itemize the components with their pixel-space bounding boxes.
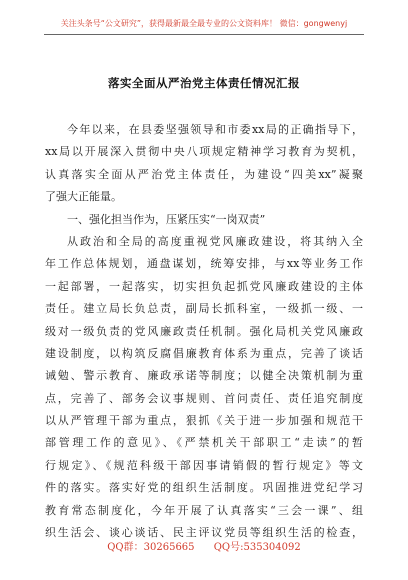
- body-line: 级对一级负责的党风廉政责任机制。强化局机关党风廉政: [45, 324, 363, 338]
- body-line: 以从严管理干部为重点，狠抓《关于进一步加强和规范干: [45, 414, 363, 428]
- page-footer: [0, 538, 408, 553]
- document-title: 落实全面从严治党主体责任情况汇报: [108, 76, 300, 90]
- body-line: 从政治和全局的高度重视党风廉政建设，将其纳入全: [67, 234, 363, 248]
- body-line: 行规定》、《规范科级干部因事请销假的暂行规定》等文: [45, 458, 363, 472]
- footer-qq-number: QQ号:535304092: [213, 542, 301, 553]
- body-line: 件的落实。落实好党的组织生活制度。巩固推进党纪学习: [45, 481, 363, 495]
- body-line: 建设制度，以构筑反腐倡廉教育体系为重点，完善了谈话: [45, 346, 363, 360]
- body-line: 点，完善了、部务会议事规则、首问责任、责任追究制度: [45, 391, 363, 405]
- body-line: 织生活会、谈心谈话、民主评议党员等组织生活的检查，: [45, 526, 363, 540]
- body-line: 诫勉、警示教育、廉政承诺等制度；以健全决策机制为重: [45, 369, 363, 383]
- body-line: 教育常态制度化，今年开展了认真落实“三会一课”、组: [45, 503, 363, 517]
- body-line: 责任。建立局长负总责，副局长抓科室，一级抓一级、一: [45, 302, 363, 316]
- body-line: 了强大正能量。: [45, 190, 122, 204]
- body-line: 认真落实全面从严治党主体责任，为建设“四美xx”凝聚: [45, 167, 363, 181]
- footer-qq-group: QQ群：30265665: [107, 542, 195, 553]
- body-line: 今年以来，在县委坚强领导和市委xx局的正确指导下，: [67, 123, 363, 136]
- body-line: 年工作总体规划，通盘谋划，统筹安排，与xx等业务工作: [45, 257, 363, 271]
- document-body: [45, 119, 363, 544]
- body-line: 一起部署，一起落实，切实担负起抓党风廉政建设的主体: [45, 279, 363, 293]
- page-header: 关注头条号“公文研究”，获得最新最全最专业的公文资料库！ 微信：gongwenyj: [60, 19, 348, 28]
- body-line: xx局以开展深入贯彻中央八项规定精神学习教育为契机，: [45, 145, 363, 159]
- header-rule: [44, 34, 364, 35]
- section-heading: 一、强化担当作为，压紧压实“一岗双责”: [67, 212, 266, 226]
- body-line: 部管理工作的意见》、《严禁机关干部职工“走读”的暂: [45, 436, 363, 450]
